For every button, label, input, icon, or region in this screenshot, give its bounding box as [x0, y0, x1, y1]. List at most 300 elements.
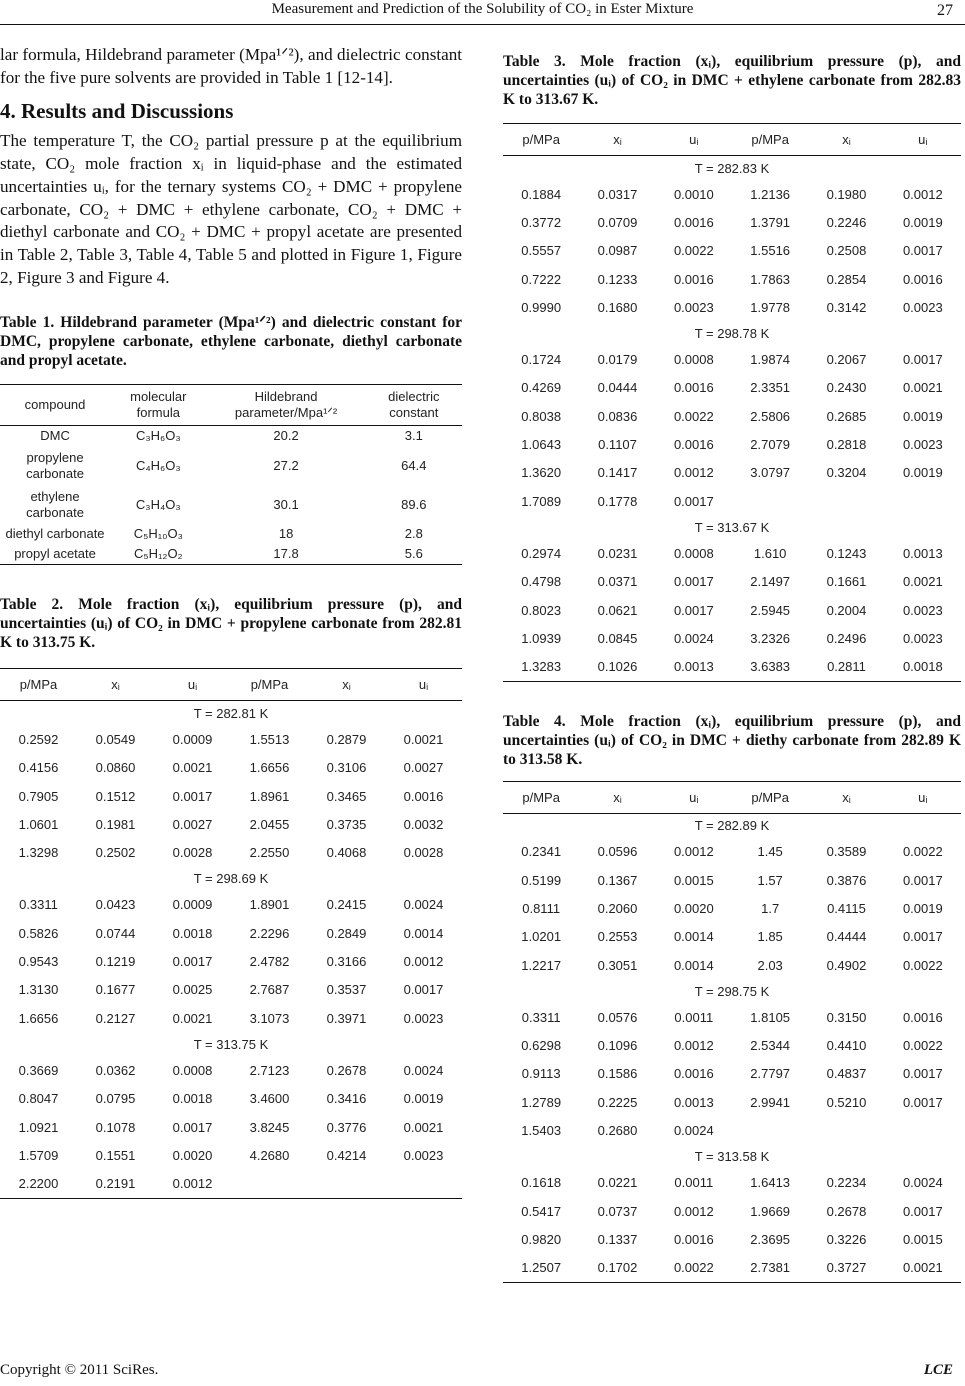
table-row [503, 539, 961, 567]
table-cell: 0.0709 [597, 214, 638, 230]
table-cell: 0.2225 [597, 1094, 638, 1110]
table-cell: 0.4444 [826, 929, 867, 945]
column-header: xᵢ [77, 669, 154, 701]
table-row [503, 1003, 961, 1031]
table-cell: 0.4068 [326, 845, 367, 861]
table-cell: 1.5709 [18, 1147, 59, 1163]
table1 [0, 384, 462, 565]
table-cell: 0.0021 [172, 760, 213, 776]
table-cell: 0.0987 [597, 243, 638, 259]
table-cell: 0.3311 [19, 897, 58, 913]
table-row [0, 1004, 462, 1032]
table-cell: 3.6383 [732, 652, 808, 681]
temperature-label: T = 313.67 K [694, 519, 770, 535]
table-cell: 0.2849 [326, 925, 367, 941]
table-cell: 0.0744 [95, 925, 136, 941]
table-cell: 0.0023 [902, 299, 943, 315]
table-cell: 0.0023 [902, 602, 943, 618]
table-cell: 0.1026 [579, 652, 655, 681]
table-cell: 2.2550 [249, 845, 290, 861]
table-row [0, 919, 462, 947]
table-cell: 0.2508 [826, 243, 867, 259]
table-cell: 3.8245 [249, 1119, 290, 1135]
table-cell: 0.5417 [521, 1203, 562, 1219]
table-cell: 0.0009 [172, 897, 213, 913]
table-cell: 0.2127 [95, 1010, 136, 1026]
table-cell: 0.0596 [597, 844, 638, 860]
table-cell: 0.0008 [172, 1062, 213, 1078]
table-cell: 0.0009 [172, 731, 213, 747]
table-cell: 0.0028 [403, 845, 444, 861]
table-cell: 0.0021 [902, 574, 943, 590]
table-cell [732, 487, 808, 515]
table-cell: 0.0027 [172, 816, 213, 832]
table-cell: 20.2 [273, 428, 299, 444]
table-cell: 0.3776 [326, 1119, 367, 1135]
table-row [503, 265, 961, 293]
table-cell: 0.0011 [674, 1009, 714, 1025]
temperature-group-row [503, 1145, 961, 1169]
table-cell: 0.0017 [902, 872, 943, 888]
table-cell: 0.4214 [326, 1147, 367, 1163]
table-cell [308, 1169, 385, 1198]
table-cell: 0.1096 [597, 1038, 638, 1054]
table-cell: 0.0016 [902, 271, 943, 287]
table-cell: 2.5945 [750, 602, 791, 618]
table-cell: 0.5557 [521, 243, 562, 259]
table-row [503, 866, 961, 894]
table-cell: 0.3669 [18, 1062, 59, 1078]
table-cell: 0.0017 [902, 352, 943, 368]
table-cell: 0.0020 [673, 900, 714, 916]
table-cell: propylene carbonate [26, 449, 84, 481]
table-row [503, 1169, 961, 1197]
table-cell: 0.0019 [902, 900, 943, 916]
table-cell: 0.0012 [673, 844, 714, 860]
table-cell: 0.0015 [902, 1231, 943, 1247]
table-row [503, 430, 961, 458]
column-header: uᵢ [656, 781, 732, 813]
table-cell: 0.0836 [597, 408, 638, 424]
table-cell: 0.0012 [902, 186, 943, 202]
table-cell: 0.2811 [808, 652, 884, 681]
table-row [503, 293, 961, 321]
table-cell: 0.0021 [902, 380, 943, 396]
table-cell: 0.3772 [521, 214, 562, 230]
table-cell: 0.2191 [77, 1169, 154, 1198]
table-cell: 0.9820 [521, 1231, 562, 1247]
table-cell: C₃H₄O₃ [135, 496, 181, 512]
table-cell [808, 1116, 884, 1144]
table-row [503, 237, 961, 265]
results-paragraph: The temperature T, the CO₂ partial pressure p at the equilibrium state, CO₂ mole fraction xᵢ in liquid-phase and the estimated uncertainties uᵢ, for the ternary systems CO₂ + DMC + propylene carbonate, CO₂ + DMC + ethylene carbonate, CO₂ + DMC + diethyl carbonate and CO₂ + DMC + propyl acetate are presented in Table 2, Table 3, Table 4, Table 5 and plotted in Figure 1, Figure 2, Figure 3 and Figure 4. [0, 131, 462, 287]
table-cell: 0.0017 [902, 929, 943, 945]
table-cell: 0.0022 [673, 243, 714, 259]
column-header: p/MPa [503, 124, 579, 156]
table-row [503, 487, 961, 515]
table-cell: 2.2296 [249, 925, 290, 941]
table-cell: 0.2553 [597, 929, 638, 945]
table-cell: 0.2415 [326, 897, 367, 913]
table-cell: 0.0737 [597, 1203, 638, 1219]
table-cell: 0.3416 [326, 1091, 367, 1107]
table-cell: 0.0022 [902, 1038, 943, 1054]
table-cell: 0.8111 [522, 900, 561, 916]
table-cell: 2.1497 [750, 574, 791, 590]
table-cell: 0.1107 [598, 437, 637, 453]
table-cell: 4.2680 [249, 1147, 290, 1163]
table-cell: 0.0019 [902, 408, 943, 424]
table-cell: 1.3298 [18, 845, 59, 861]
header-rule [0, 24, 965, 25]
column-header: xᵢ [808, 124, 884, 156]
table-row [503, 402, 961, 430]
section-heading: 4. Results and Discussions [0, 99, 234, 124]
table-cell: 0.2592 [18, 731, 59, 747]
table-cell: 1.57 [757, 872, 783, 888]
table-row [0, 810, 462, 838]
table-cell: 0.0017 [172, 954, 213, 970]
table-row [0, 725, 462, 753]
table-cell: 2.8 [404, 526, 423, 542]
column-header: xᵢ [579, 781, 655, 813]
table-cell: C₅H₁₂O₂ [110, 544, 206, 565]
table-cell: 0.1243 [826, 545, 867, 561]
table-cell: DMC [40, 428, 70, 444]
table-cell: 27.2 [273, 457, 299, 473]
table-cell: 0.0021 [403, 1119, 444, 1135]
table3-caption: Table 3. Mole fraction (xᵢ), equilibrium pressure (p), and uncertainties (uᵢ) of CO₂ in DMC + ethylene carbonate from 282.83 K to 313.67 K. [503, 53, 961, 108]
table-cell [885, 1116, 961, 1144]
table1-header: Hildebrand parameter/Mpa¹ᐟ² [207, 385, 366, 426]
table-cell: 0.2879 [326, 731, 367, 747]
table-cell: 0.3727 [808, 1254, 884, 1283]
table-cell: 1.5516 [750, 243, 791, 259]
table-cell: 0.7222 [521, 271, 562, 287]
table-cell [808, 487, 884, 515]
table-cell: 0.0012 [403, 954, 444, 970]
table-cell: 0.2004 [826, 602, 867, 618]
table-cell: 1.7 [761, 900, 780, 916]
table-cell: 0.0017 [673, 602, 714, 618]
temperature-group-row [503, 979, 961, 1003]
temperature-label: T = 298.75 K [694, 983, 770, 999]
table-cell: 0.4115 [827, 900, 866, 916]
table-cell: 0.0024 [673, 1123, 714, 1139]
table-cell: 1.5513 [249, 731, 290, 747]
table-cell [732, 1116, 808, 1144]
table-cell: 0.3106 [326, 760, 367, 776]
column-header: p/MPa [231, 669, 308, 701]
table-row [0, 947, 462, 975]
table-cell: 0.0021 [172, 1010, 213, 1026]
table-cell: 0.0022 [902, 844, 943, 860]
table1-caption: Table 1. Hildebrand parameter (Mpa¹ᐟ²) and dielectric constant for DMC, propylene carbonate, ethylene carbonate, diethyl carbonate and propyl acetate. [0, 314, 462, 370]
table-cell: 0.5199 [521, 872, 562, 888]
table-cell: 0.0021 [403, 731, 444, 747]
table-row [503, 923, 961, 951]
table-cell: 0.0014 [673, 957, 714, 973]
table-cell: 0.0576 [597, 1009, 638, 1025]
table-cell: 0.0014 [403, 925, 444, 941]
table-cell: 0.0017 [673, 493, 714, 509]
table-cell: 1.7863 [750, 271, 791, 287]
intro-paragraph: lar formula, Hildebrand parameter (Mpa¹ᐟ²), and dielectric constant for the five pure solvents are provided in Table 1 [12-14]. [0, 45, 462, 87]
copyright: Copyright © 2011 SciRes. [0, 1362, 159, 1378]
table-cell: 0.0013 [902, 545, 943, 561]
table-cell: 0.3465 [326, 788, 367, 804]
column-header: uᵢ [154, 669, 231, 701]
table-cell [385, 1169, 462, 1198]
table-cell: 0.0017 [673, 574, 714, 590]
table-row [0, 1141, 462, 1169]
table-cell: 0.2067 [826, 352, 867, 368]
table-cell: 1.0201 [521, 929, 562, 945]
table-cell [231, 1169, 308, 1198]
temperature-label: T = 282.89 K [694, 818, 770, 834]
table-cell: 1.0643 [521, 437, 562, 453]
table-cell: 0.0845 [597, 630, 638, 646]
table2 [0, 668, 462, 1198]
table-row [503, 951, 961, 979]
table-cell: 2.7797 [750, 1066, 791, 1082]
table-cell: 1.6413 [750, 1175, 791, 1191]
table-cell: 0.1980 [826, 186, 867, 202]
table-cell: 0.4269 [521, 380, 562, 396]
table-row [503, 568, 961, 596]
table-cell: 0.0018 [885, 652, 961, 681]
table-cell: 0.0016 [673, 271, 714, 287]
table4 [503, 781, 961, 1283]
table-cell: 0.1884 [521, 186, 562, 202]
table-cell: 1.2217 [521, 957, 562, 973]
table-cell: 0.0008 [673, 352, 714, 368]
table-cell: 0.3589 [826, 844, 867, 860]
table-cell: 0.1618 [521, 1175, 562, 1191]
temperature-label: T = 298.78 K [694, 325, 770, 341]
table-cell: diethyl carbonate [5, 526, 105, 542]
table-cell: 1.2789 [521, 1094, 562, 1110]
table-cell: 0.0028 [172, 845, 213, 861]
table-cell: 0.0023 [403, 1010, 444, 1026]
table-cell: 0.0019 [403, 1091, 444, 1107]
table-cell: 0.0017 [172, 788, 213, 804]
table-cell: 0.0022 [902, 957, 943, 973]
table-cell: 18 [278, 526, 294, 542]
header-title: Measurement and Prediction of the Solubility of CO₂ in Ester Mixture [271, 1, 694, 17]
table-cell: 0.0016 [902, 1009, 943, 1025]
table-cell: propyl acetate [0, 544, 110, 565]
table-cell: 0.0011 [674, 1175, 714, 1191]
table-cell: 0.2685 [826, 408, 867, 424]
table-cell: 0.0027 [403, 760, 444, 776]
table-row [0, 1169, 462, 1198]
table-cell: 0.0024 [673, 630, 714, 646]
column-header: uᵢ [656, 124, 732, 156]
table-cell: 0.1219 [95, 954, 136, 970]
table-cell: 0.1702 [579, 1254, 655, 1283]
table-cell: 2.7687 [249, 982, 290, 998]
table-cell: 0.0019 [902, 214, 943, 230]
table-cell: 64.4 [401, 457, 427, 473]
table-cell: 0.9543 [18, 954, 59, 970]
table-cell: ethylene carbonate [26, 488, 84, 520]
table-cell: 0.4837 [826, 1066, 867, 1082]
table-cell: 0.0017 [902, 243, 943, 259]
table-cell: 0.1078 [95, 1119, 136, 1135]
table-cell: 2.7381 [732, 1254, 808, 1283]
table-cell: 1.2507 [503, 1254, 579, 1283]
table-cell: 0.0371 [597, 574, 638, 590]
table-cell: 1.3620 [521, 465, 562, 481]
table-row [0, 544, 462, 565]
table-cell: 0.3204 [826, 465, 867, 481]
table-cell: 0.3971 [326, 1010, 367, 1026]
table-row [0, 446, 462, 485]
table-cell: 2.2200 [0, 1169, 77, 1198]
table-cell: 0.0017 [403, 982, 444, 998]
table-cell: 0.2060 [597, 900, 638, 916]
table-cell: 0.4156 [18, 760, 59, 776]
table-cell: 0.3051 [597, 957, 638, 973]
table2-caption: Table 2. Mole fraction (xᵢ), equilibrium pressure (p), and uncertainties (uᵢ) of CO₂ in DMC + propylene carbonate from 282.81 K to 313.75 K. [0, 596, 462, 652]
table-cell: 0.2341 [521, 844, 562, 860]
table-row [503, 180, 961, 208]
table-cell: 0.5210 [826, 1094, 867, 1110]
table-cell: C₅H₁₀O₃ [133, 526, 183, 542]
table-cell: 1.8961 [249, 788, 290, 804]
table-cell: 3.0797 [750, 465, 791, 481]
table-cell: 0.0012 [673, 1203, 714, 1219]
table-cell: 0.2246 [826, 214, 867, 230]
table-cell: 0.0017 [172, 1119, 213, 1135]
table4-caption: Table 4. Mole fraction (xᵢ), equilibrium pressure (p), and uncertainties (uᵢ) of CO₂ in DMC + diethy carbonate from 282.89 K to 313.58 K. [503, 712, 961, 768]
table-cell: 0.2974 [521, 545, 562, 561]
table-cell: 0.0795 [95, 1091, 136, 1107]
temperature-group-row [0, 867, 462, 891]
table-cell: 0.0032 [403, 816, 444, 832]
table-cell: 0.0024 [403, 1062, 444, 1078]
table-cell: 0.2678 [326, 1062, 367, 1078]
table-cell: 0.0014 [673, 929, 714, 945]
column-header: uᵢ [885, 781, 961, 813]
table-cell: 1.9778 [750, 299, 791, 315]
table-cell: 0.0016 [673, 1066, 714, 1082]
table-row [0, 754, 462, 782]
table-cell: 1.9669 [750, 1203, 791, 1219]
table-cell: 2.7123 [249, 1062, 290, 1078]
table-cell: 1.2136 [750, 186, 791, 202]
table-cell: 0.3226 [826, 1231, 867, 1247]
table-cell: 0.0549 [95, 731, 136, 747]
table-cell: 1.0601 [18, 816, 59, 832]
table-row [0, 485, 462, 524]
table-cell: 0.0008 [673, 545, 714, 561]
table-cell: 0.4410 [826, 1038, 867, 1054]
temperature-group-row [0, 701, 462, 726]
table-row [503, 345, 961, 373]
table-cell: 0.8023 [521, 602, 562, 618]
table-row [503, 1088, 961, 1116]
table-cell: 0.1661 [826, 574, 867, 590]
table-cell [885, 487, 961, 515]
table-row [503, 1116, 961, 1144]
table-row [503, 596, 961, 624]
table-row [0, 1085, 462, 1113]
column-header: p/MPa [503, 781, 579, 813]
temperature-group-row [503, 515, 961, 539]
table-cell: 1.9874 [750, 352, 791, 368]
table-cell: 2.3695 [750, 1231, 791, 1247]
table-cell: 1.6656 [249, 760, 290, 776]
table1-header: molecular formula [110, 385, 206, 426]
table-cell: 0.0362 [95, 1062, 136, 1078]
table-cell: 0.0023 [902, 630, 943, 646]
table-cell: 0.0016 [673, 1231, 714, 1247]
table-row [503, 838, 961, 866]
table-cell: 0.3150 [826, 1009, 867, 1025]
table1-header: dielectric constant [366, 385, 462, 426]
table-cell: 1.3791 [750, 214, 791, 230]
table-cell: 0.3166 [326, 954, 367, 970]
table-cell: 0.0021 [885, 1254, 961, 1283]
table-cell: 0.0012 [673, 465, 714, 481]
table-cell: 2.5806 [750, 408, 791, 424]
table-cell: 2.7079 [750, 437, 791, 453]
table-cell: 1.6656 [18, 1010, 59, 1026]
table-cell: 2.3351 [750, 380, 791, 396]
table-row [503, 894, 961, 922]
table-cell: 3.4600 [249, 1091, 290, 1107]
table-row [503, 1060, 961, 1088]
table-cell: 2.0455 [249, 816, 290, 832]
table-cell: 1.3283 [503, 652, 579, 681]
table-cell: 0.0015 [673, 872, 714, 888]
table-row [0, 524, 462, 544]
table-cell: 0.0018 [172, 1091, 213, 1107]
table-cell: 0.0231 [597, 545, 638, 561]
table-cell: 0.1233 [597, 271, 638, 287]
table-row [0, 891, 462, 919]
table-cell: 1.0939 [521, 630, 562, 646]
column-header: p/MPa [0, 669, 77, 701]
table-cell: 0.3537 [326, 982, 367, 998]
column-header: xᵢ [579, 124, 655, 156]
table-cell: 0.0179 [597, 352, 638, 368]
table-cell: 0.0317 [597, 186, 638, 202]
table-cell: 0.2496 [826, 630, 867, 646]
temperature-group-row [503, 813, 961, 838]
table-cell: 3.1 [404, 428, 423, 444]
table-cell: 0.0023 [403, 1147, 444, 1163]
temperature-group-row [503, 321, 961, 345]
table-cell: 0.9990 [521, 299, 562, 315]
temperature-group-row [0, 1032, 462, 1056]
table-cell: 0.0860 [95, 760, 136, 776]
table-cell: 0.0020 [172, 1147, 213, 1163]
table-cell: 0.2678 [826, 1203, 867, 1219]
table-row [503, 624, 961, 652]
table-cell: 0.0012 [154, 1169, 231, 1198]
table-cell: 0.0012 [673, 1038, 714, 1054]
table-row [503, 1032, 961, 1060]
table-row [503, 459, 961, 487]
table-row [503, 1197, 961, 1225]
table-cell: 0.1981 [95, 816, 136, 832]
table-cell: 0.0023 [673, 299, 714, 315]
table-row [0, 976, 462, 1004]
table-cell: 0.0010 [673, 186, 714, 202]
